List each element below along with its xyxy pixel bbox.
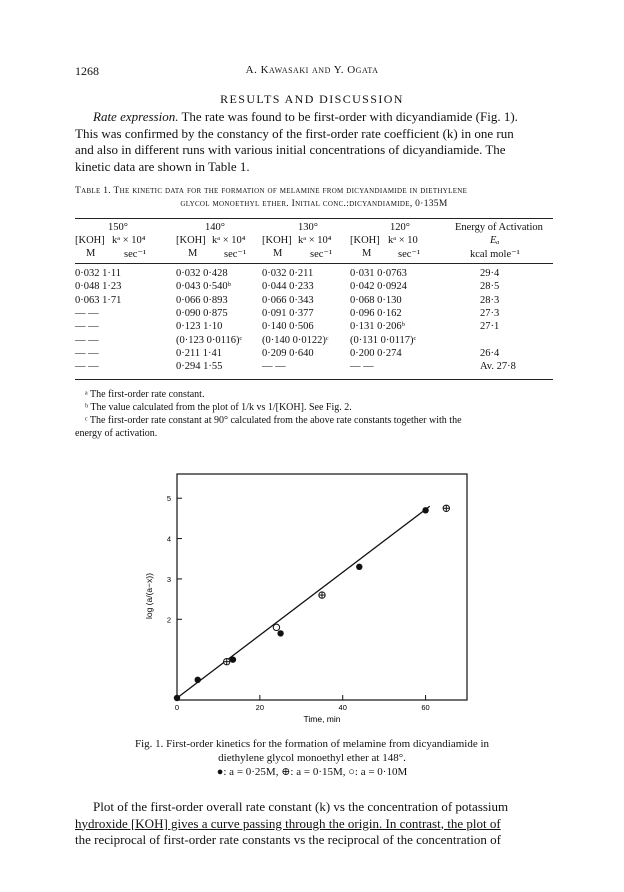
y-tick-label: 4 (166, 534, 171, 544)
unit-m: M (362, 248, 372, 259)
figure-legend: ●: a = 0·25M, ⊕: a = 0·15M, ○: a = 0·10M (216, 766, 408, 778)
table-caption-line: Table 1. The kinetic data for the formation of melamine from dicyandiamide in diethylene (75, 186, 468, 196)
col-head-k: kᵃ × 10 (388, 235, 418, 246)
cell-ea: 29·4 (480, 268, 500, 279)
table-caption-line: glycol monoethyl ether. Initial conc.:dicyandiamide, 0·135M (180, 199, 448, 209)
unit-sec: sec⁻¹ (124, 249, 147, 260)
col-head-koh: [KOH] (176, 235, 206, 246)
col-head-k: kᵃ × 10⁴ (112, 235, 146, 246)
table-top-rule (75, 218, 553, 219)
cell-120: 0·200 0·274 (350, 347, 402, 359)
col-head-koh: [KOH] (350, 235, 380, 246)
y-axis-label: log (a/(a−x)) (144, 572, 154, 620)
cell-ea: 28·5 (480, 281, 500, 293)
x-tick-label: 20 (255, 703, 265, 712)
cell-ea: 28·3 (480, 294, 500, 306)
data-point-filled (356, 564, 362, 570)
paragraph-line: Plot of the first-order overall rate constant (k) vs the concentration of potassium (93, 799, 509, 814)
footnote: ᵇ The value calculated from the plot of 1/k vs 1/[KOH]. See Fig. 2. (85, 402, 352, 413)
cell-130: 0·066 0·343 (262, 294, 314, 306)
temp-header: 130° (298, 222, 318, 233)
paragraph-rate-expression (75, 109, 553, 175)
table-bottom-rule (75, 379, 553, 380)
footnote: ᵃ The first-order rate constant. (85, 389, 205, 400)
unit-m: M (86, 248, 96, 259)
plot-layer (167, 494, 450, 712)
cell-150: 0·032 1·11 (75, 268, 121, 279)
cell-150: 0·063 1·71 (75, 294, 122, 306)
footnote: ᶜ The first-order rate constant at 90° calculated from the above rate constants together with the (85, 415, 462, 426)
figure-1-plot (130, 468, 480, 730)
paragraph-line (75, 109, 553, 126)
col-head-k: kᵃ × 10⁴ (298, 235, 332, 246)
paragraph-lead: Rate expression. (93, 109, 179, 124)
cell-130: 0·032 0·211 (262, 268, 314, 279)
cell-130: 0·209 0·640 (262, 347, 314, 359)
cell-150: 0·048 1·23 (75, 281, 122, 293)
cell-140: (0·123 0·0116)ᶜ (176, 334, 243, 346)
unit-m: M (273, 248, 283, 259)
cell-120: (0·131 0·0117)ᶜ (350, 334, 417, 346)
paragraph-line: hydroxide [KOH] gives a curve passing through the origin. In contrast, the plot of (75, 815, 501, 831)
cell-ea: Av. 27·8 (480, 361, 516, 373)
cell-150: — — (75, 361, 99, 373)
cell-120: — — (350, 361, 374, 373)
cell-140: 0·043 0·540ᵇ (176, 281, 231, 293)
cell-120: 0·096 0·162 (350, 307, 402, 319)
data-point-filled (422, 507, 428, 513)
figure-caption-line: Fig. 1. First-order kinetics for the formation of melamine from dicyandiamide in (134, 738, 490, 750)
cell-ea: 27·1 (480, 321, 500, 333)
cell-140: 0·211 1·41 (176, 347, 222, 359)
table-mid-rule (75, 263, 553, 264)
temp-header: 120° (390, 222, 410, 233)
cell-140: 0·032 0·428 (176, 268, 228, 279)
x-axis-label: Time, min (303, 714, 341, 724)
col-head-koh: [KOH] (262, 235, 292, 246)
data-point-open (273, 624, 279, 630)
cell-150: — — (75, 307, 99, 319)
paragraph-text: The rate was found to be first-order with dicyandiamide (Fig. 1). (178, 109, 518, 124)
temp-header: 150° (108, 222, 128, 233)
section-title: RESULTS AND DISCUSSION (220, 92, 404, 106)
unit-sec: sec⁻¹ (310, 249, 333, 260)
paragraph-line: the reciprocal of first-order rate constants vs the reciprocal of the concentration of (75, 832, 501, 847)
cell-130: 0·091 0·377 (262, 307, 314, 319)
figure-caption (0, 737, 624, 779)
y-tick-label: 3 (166, 574, 171, 584)
cell-150: — — (75, 321, 99, 333)
y-tick-label: 2 (166, 615, 171, 625)
cell-140: 0·123 1·10 (176, 321, 223, 333)
cell-130: 0·044 0·233 (262, 281, 314, 293)
cell-ea: 26·4 (480, 347, 500, 359)
data-point-filled (277, 630, 283, 636)
cell-120: 0·031 0·0763 (350, 268, 407, 279)
y-tick-label: 5 (166, 494, 171, 504)
cell-150: — — (75, 347, 99, 359)
table-caption (75, 185, 553, 211)
figure-caption-line: diethylene glycol monoethyl ether at 148°. (218, 752, 406, 764)
col-head-koh: [KOH] (75, 235, 105, 246)
data-point-filled (195, 677, 201, 683)
unit-sec: sec⁻¹ (398, 249, 421, 260)
x-tick-label: 60 (421, 703, 430, 712)
fit-line (177, 506, 430, 698)
data-point-filled (174, 695, 180, 701)
cell-140: 0·294 1·55 (176, 361, 223, 373)
table-footnotes (75, 388, 553, 440)
unit-kcal: kcal mole⁻¹ (470, 249, 520, 260)
cell-130: 0·140 0·506 (262, 321, 314, 333)
page-number: 1268 (75, 64, 99, 78)
footnote: energy of activation. (75, 428, 158, 439)
running-title: A. Kawasaki and Y. Ogata (245, 64, 379, 76)
energy-header: Energy of Activation (455, 222, 543, 233)
x-tick-label: 40 (338, 703, 347, 712)
cell-ea: 27·3 (480, 307, 500, 319)
data-point-filled (230, 656, 236, 662)
unit-m: M (188, 248, 198, 259)
paragraph-koh-plot (75, 799, 553, 849)
cell-150: — — (75, 334, 99, 346)
cell-120: 0·042 0·0924 (350, 281, 407, 293)
cell-130: (0·140 0·0122)ᶜ (262, 334, 329, 346)
cell-140: 0·066 0·893 (176, 294, 228, 306)
paragraph-line: and also in different runs with various initial concentrations of dicyandiamide. The (75, 142, 506, 157)
x-tick-label: 0 (174, 703, 180, 712)
cell-140: 0·090 0·875 (176, 307, 228, 319)
col-head-ea: Eₐ (490, 235, 500, 246)
paragraph-line: This was confirmed by the constancy of the first-order rate coefficient (k) in one run (75, 125, 514, 141)
cell-130: — — (262, 361, 286, 373)
cell-120: 0·068 0·130 (350, 294, 402, 306)
col-head-k: kᵃ × 10⁴ (212, 235, 246, 246)
unit-sec: sec⁻¹ (224, 249, 247, 260)
cell-120: 0·131 0·206ᵇ (350, 321, 405, 333)
temp-header: 140° (205, 222, 225, 233)
paragraph-line: kinetic data are shown in Table 1. (75, 158, 250, 174)
